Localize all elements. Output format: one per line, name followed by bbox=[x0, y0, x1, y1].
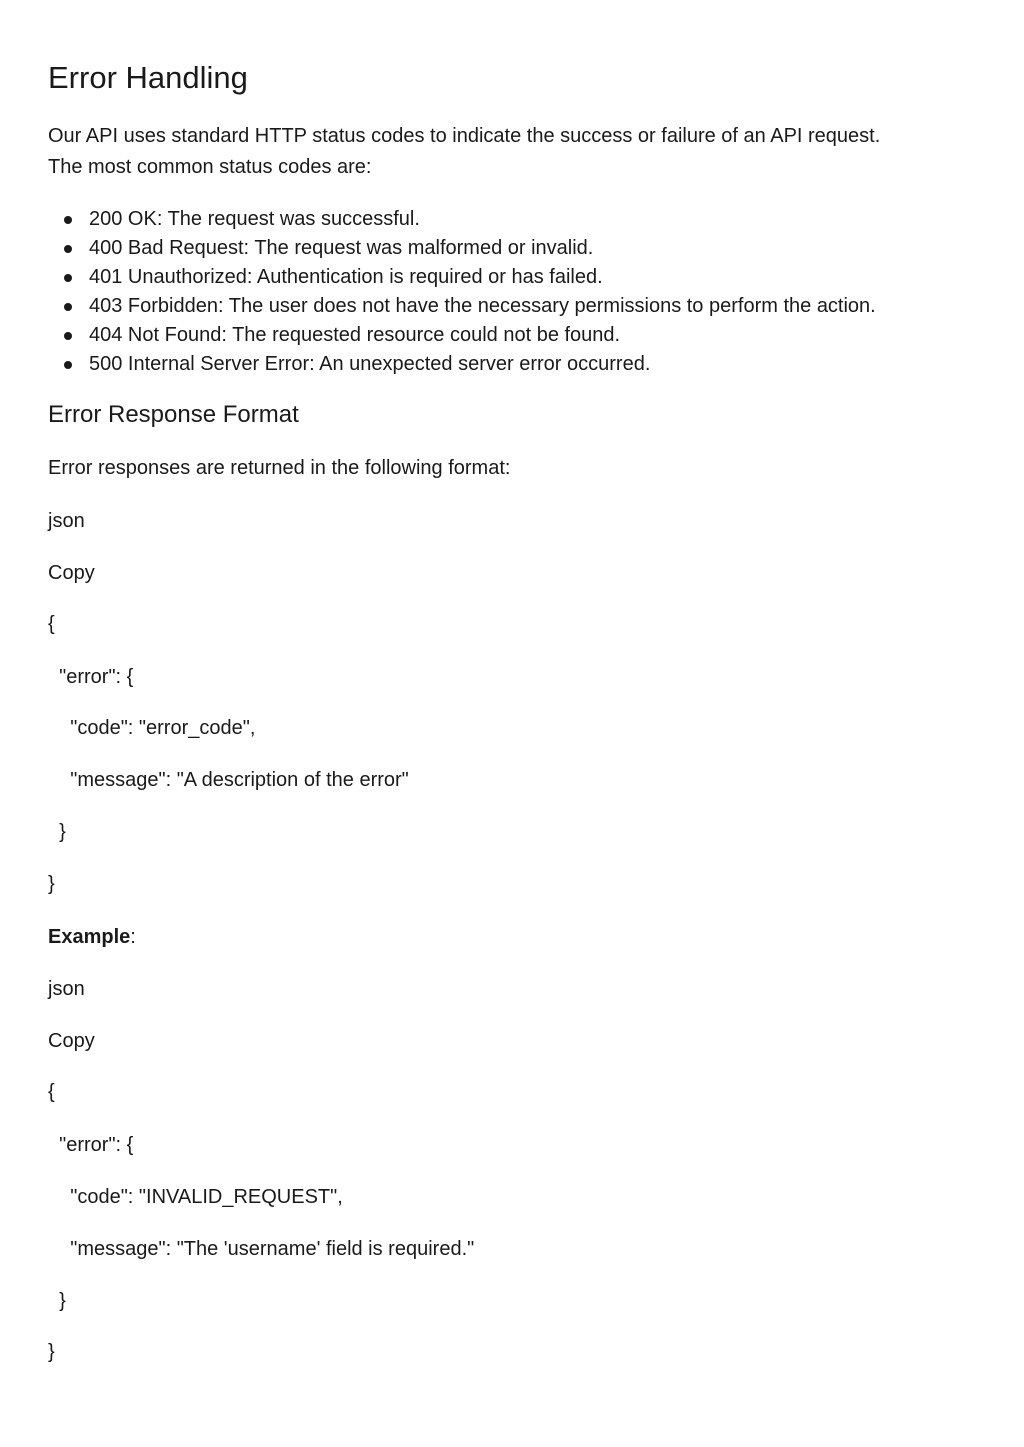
example-label: Example bbox=[48, 926, 131, 948]
list-item bbox=[48, 263, 876, 292]
list-item bbox=[48, 205, 876, 234]
status-code-text: 404 Not Found: The requested resource could not be found. bbox=[89, 324, 621, 346]
example-heading bbox=[48, 923, 136, 951]
code-line: "message": "The 'username' field is required." bbox=[48, 1238, 475, 1260]
code-line: } bbox=[48, 821, 66, 843]
copy-button[interactable]: Copy bbox=[48, 562, 95, 584]
bullet-icon bbox=[64, 245, 72, 253]
example-label-suffix: : bbox=[130, 926, 136, 948]
list-item bbox=[48, 292, 876, 321]
code-line: { bbox=[48, 1081, 55, 1103]
list-item bbox=[48, 350, 876, 379]
status-code-text: 200 OK: The request was successful. bbox=[89, 208, 420, 230]
intro-line: Our API uses standard HTTP status codes to indicate the success or failure of an API request. bbox=[48, 125, 881, 147]
code-language-label: json bbox=[48, 978, 85, 1000]
bullet-icon bbox=[64, 361, 72, 369]
status-code-text: 400 Bad Request: The request was malformed or invalid. bbox=[89, 237, 594, 259]
code-line: } bbox=[48, 1341, 55, 1363]
list-item bbox=[48, 321, 876, 350]
status-code-text: 403 Forbidden: The user does not have the necessary permissions to perform the action. bbox=[89, 295, 876, 317]
code-line: "message": "A description of the error" bbox=[48, 769, 409, 791]
code-line: } bbox=[48, 873, 55, 895]
code-line: { bbox=[48, 613, 55, 635]
format-description: Error responses are returned in the following format: bbox=[48, 457, 511, 479]
bullet-icon bbox=[64, 332, 72, 340]
bullet-icon bbox=[64, 216, 72, 224]
page-title: Error Handling bbox=[48, 60, 248, 95]
section-heading: Error Response Format bbox=[48, 401, 299, 428]
list-item bbox=[48, 234, 876, 263]
status-code-list bbox=[48, 205, 876, 379]
bullet-icon bbox=[64, 303, 72, 311]
code-line: "code": "error_code", bbox=[48, 717, 256, 739]
code-line: "code": "INVALID_REQUEST", bbox=[48, 1186, 343, 1208]
code-line: "error": { bbox=[48, 666, 134, 688]
intro-paragraph bbox=[48, 121, 880, 183]
intro-line: The most common status codes are: bbox=[48, 156, 372, 178]
code-line: "error": { bbox=[48, 1134, 134, 1156]
status-code-text: 401 Unauthorized: Authentication is required or has failed. bbox=[89, 266, 603, 288]
code-language-label: json bbox=[48, 510, 85, 532]
copy-button[interactable]: Copy bbox=[48, 1030, 95, 1052]
status-code-text: 500 Internal Server Error: An unexpected server error occurred. bbox=[89, 353, 651, 375]
code-line: } bbox=[48, 1290, 66, 1312]
bullet-icon bbox=[64, 274, 72, 282]
